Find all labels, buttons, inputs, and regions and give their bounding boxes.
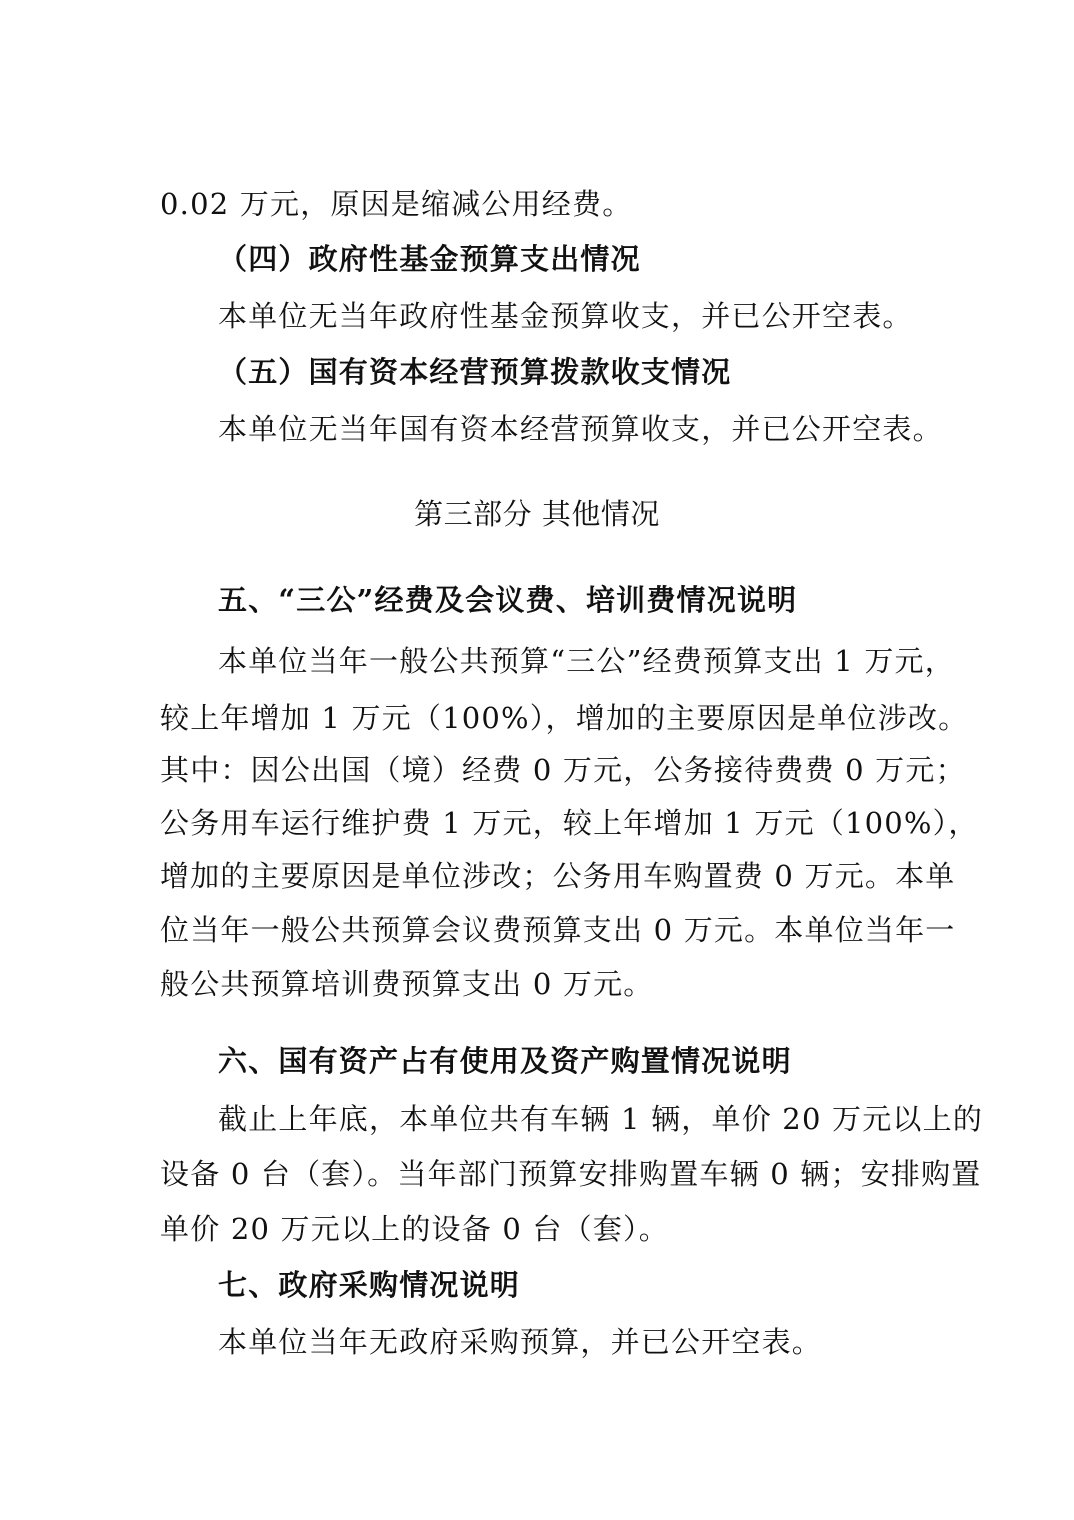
paragraph-line: 本单位当年一般公共预算“三公”经费预算支出 1 万元，: [218, 644, 955, 678]
paragraph-line: 本单位当年无政府采购预算，并已公开空表。: [218, 1325, 823, 1359]
paragraph-line: 增加的主要原因是单位涉改；公务用车购置费 0 万元。本单: [160, 859, 956, 893]
section-heading-state-assets: 六、国有资产占有使用及资产购置情况说明: [218, 1044, 792, 1078]
paragraph-line: 较上年增加 1 万元（100%），增加的主要原因是单位涉改。: [160, 701, 969, 735]
paragraph-line: 其中：因公出国（境）经费 0 万元，公务接待费费 0 万元；: [160, 753, 966, 787]
part-title: 第三部分 其他情况: [414, 497, 660, 531]
paragraph-line: 本单位无当年政府性基金预算收支，并已公开空表。: [218, 299, 913, 333]
paragraph-line: 般公共预算培训费预算支出 0 万元。: [160, 967, 654, 1001]
paragraph-line: 设备 0 台（套）。当年部门预算安排购置车辆 0 辆；安排购置: [160, 1157, 982, 1191]
paragraph-line: 位当年一般公共预算会议费预算支出 0 万元。本单位当年一: [160, 913, 956, 947]
paragraph-line: 单价 20 万元以上的设备 0 台（套）。: [160, 1212, 669, 1246]
paragraph-line: 0.02 万元，原因是缩减公用经费。: [160, 187, 633, 221]
paragraph-line: 公务用车运行维护费 1 万元，较上年增加 1 万元（100%），: [160, 806, 979, 840]
section-heading-three-public: 五、“三公”经费及会议费、培训费情况说明: [218, 583, 798, 617]
section-heading-state-capital: （五）国有资本经营预算拨款收支情况: [218, 355, 732, 389]
paragraph-line: 截止上年底，本单位共有车辆 1 辆，单价 20 万元以上的: [218, 1102, 984, 1136]
paragraph-line: 本单位无当年国有资本经营预算收支，并已公开空表。: [218, 412, 943, 446]
section-heading-procurement: 七、政府采购情况说明: [218, 1268, 521, 1302]
section-heading-government-fund: （四）政府性基金预算支出情况: [218, 242, 641, 276]
